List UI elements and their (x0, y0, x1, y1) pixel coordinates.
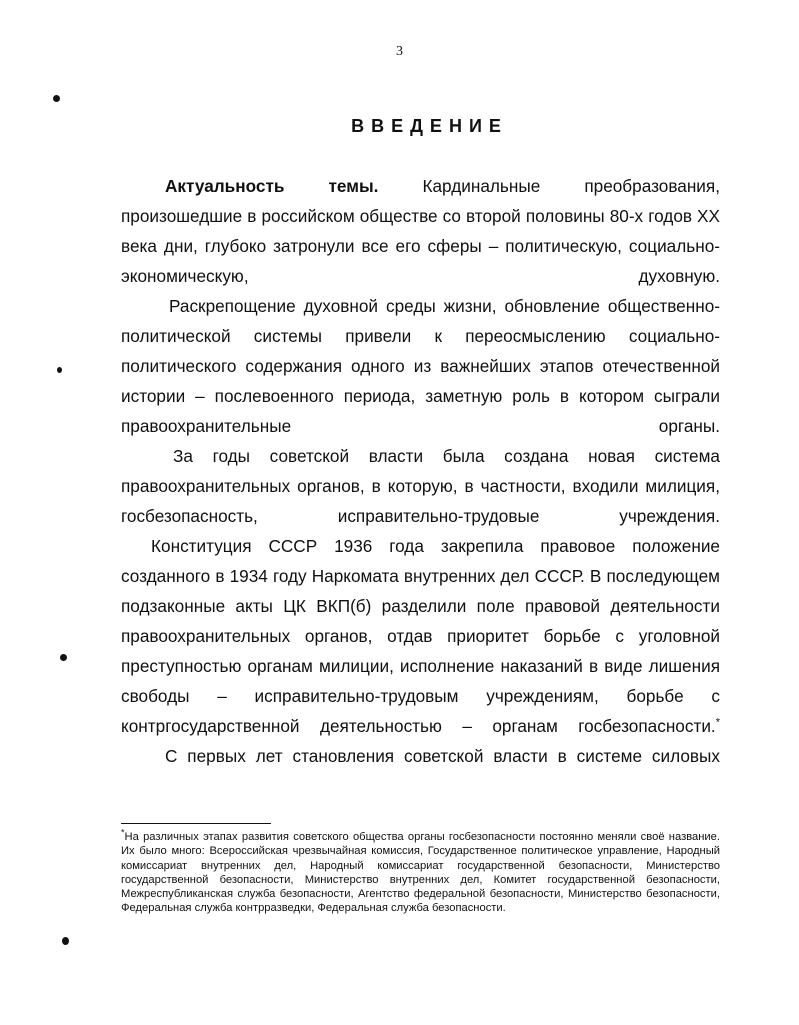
footnote-text: На различных этапах развития советского общества органы госбезопасности постоянно меняли своё название. Их было много: Всероссийская чрезвычайная комиссия, Государственное политическое управление, Народный комиссариат внутренних дел, Народный комиссариат государственной безопасности, Министерство государственной безопасности, Министерство внутренних дел, Комитет государственной безопасности, Межреспубликанская служба безопасности, Агентство федеральной безопасности, Министерство безопасности, Федеральная служба контрразведки, Федеральная служба безопасности. (121, 831, 720, 915)
margin-dot-mark (60, 654, 67, 661)
page-number: 3 (396, 44, 403, 59)
paragraph-liberation: Раскрепощение духовной среды жизни, обновление общественно-политической системы привели к переосмыслению социально-политического содержания одного из важнейших этапов отечественной истории – послевоенного периода, заметную роль в котором сыграли правоохранительные органы. (121, 296, 720, 436)
footnote-mark: * (121, 827, 125, 838)
paragraph-first-years: С первых лет становления советской власти в системе силовых (165, 746, 720, 766)
paragraph-soviet-system: За годы советской власти была создана новая система правоохранительных органов, в которую, в частности, входили милиция, госбезопасность, исправительно-трудовые учреждения. (121, 446, 720, 526)
relevance-heading: Актуальность темы. (165, 176, 379, 196)
margin-dot-mark (62, 937, 69, 945)
footnote-separator (121, 823, 271, 824)
constitution-text: Конституция СССР 1936 года закрепила правовое положение созданного в 1934 году Наркомата внутренних дел СССР. В последующем подзаконные акты ЦК ВКП(б) разделили поле правовой деятельности правоохранительных органов, отдав приоритет борьбе с уголовной преступностью органам милиции, исполнение наказаний в виде лишения свободы – исправительно-трудовым учреждениям, борьбе с контргосударственной деятельностью – органам госбезопасности. (121, 536, 720, 736)
section-title: ВВЕДЕНИЕ (351, 116, 508, 136)
relevance-text: Кардинальные преобразования, произошедшие в российском обществе со второй половины 80-х годов XX века дни, глубоко затронули все его сферы – политическую, социально-экономическую, духовную. (121, 176, 720, 286)
paragraph-constitution (121, 531, 720, 741)
footnote-reference: * (715, 716, 720, 729)
paragraph-relevance (121, 171, 720, 291)
footnote (121, 827, 720, 916)
margin-dot-mark (57, 367, 62, 373)
body-text (121, 171, 720, 771)
margin-dot-mark (53, 95, 60, 102)
